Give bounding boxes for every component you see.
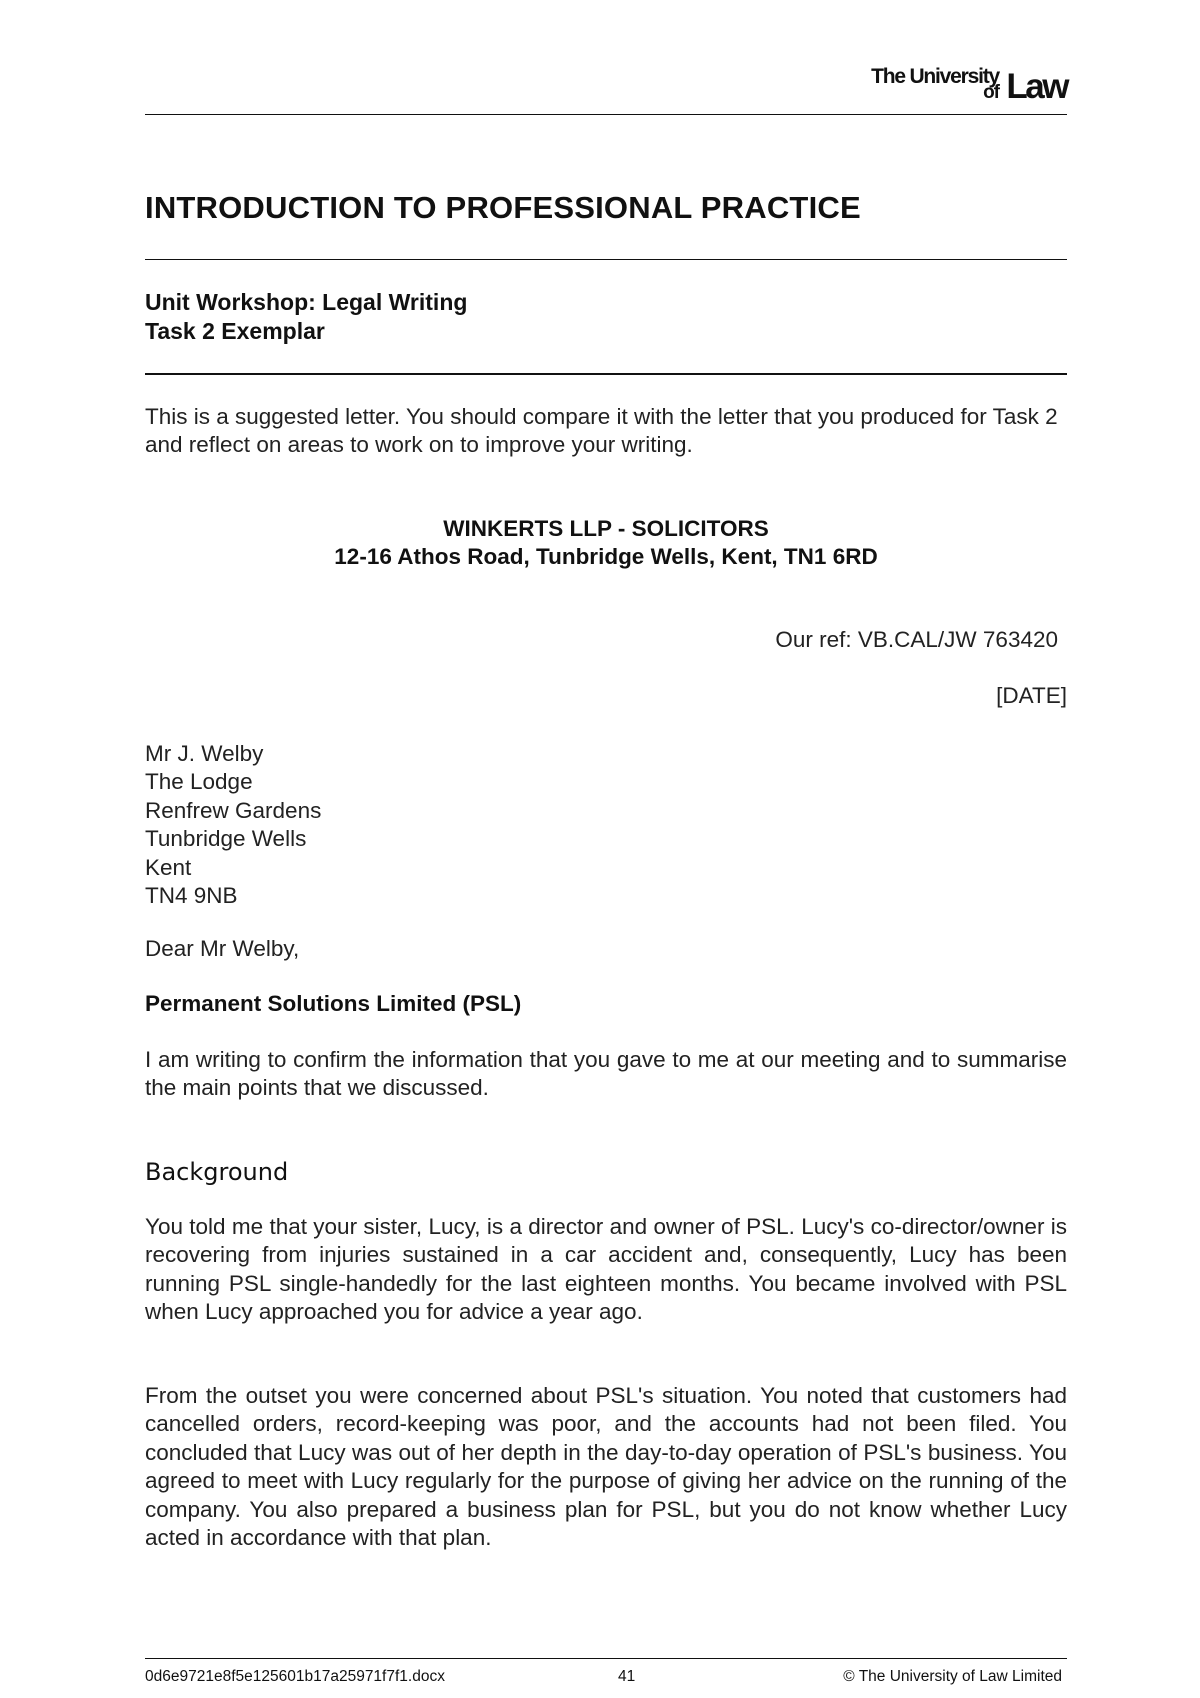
body-paragraph: From the outset you were concerned about PSL's situation. You noted that customers had cancelled orders, record-keeping was poor, and the accounts had not been filed. You concluded that Lucy was out of her depth in the day-to-day operation of PSL's business. You agreed to meet with Lucy regularly for the purpose of giving her advice on the running of the company. You also prepared a business plan for PSL, but you do not know whether Lucy acted in accordance with that plan. bbox=[145, 1383, 1067, 1551]
address-line: Renfrew Gardens bbox=[145, 797, 322, 823]
task-subtitle: Task 2 Exemplar bbox=[145, 318, 325, 344]
title-divider bbox=[145, 259, 1067, 260]
letter-date: [DATE] bbox=[996, 683, 1067, 708]
university-logo bbox=[847, 66, 1067, 106]
logo-line-1: The University bbox=[871, 65, 999, 88]
subject-line: Permanent Solutions Limited (PSL) bbox=[145, 991, 522, 1016]
address-line: Mr J. Welby bbox=[145, 741, 264, 766]
footer-divider bbox=[145, 1658, 1067, 1659]
logo-line-3: Law bbox=[1006, 67, 1067, 106]
recipient-address bbox=[145, 740, 1067, 910]
address-line: The Lodge bbox=[145, 769, 253, 795]
workshop-subtitle: Unit Workshop: Legal Writing bbox=[145, 289, 468, 315]
firm-address: 12-16 Athos Road, Tunbridge Wells, Kent, TN1 6RD bbox=[334, 544, 878, 569]
subtitle-divider bbox=[145, 373, 1067, 375]
opening-paragraph: I am writing to confirm the information that you gave to me at our meeting and to summarise the main points that we discussed. bbox=[145, 1047, 1067, 1101]
logo-line-2: of bbox=[983, 82, 999, 103]
address-line: TN4 9NB bbox=[145, 883, 238, 909]
footer-filename: 0d6e9721e8f5e125601b17a25971f7f1.docx bbox=[145, 1668, 445, 1685]
footer-copyright: © The University of Law Limited bbox=[843, 1668, 1062, 1685]
section-heading: Background bbox=[145, 1158, 289, 1186]
body-paragraph: You told me that your sister, Lucy, is a director and owner of PSL. Lucy's co-director/owner is recovering from injuries sustained in a car accident and, consequently, Lucy has been running PSL single-handedly for the last eighteen months. You became involved with PSL when Lucy approached you for advice a year ago. bbox=[145, 1214, 1067, 1325]
salutation: Dear Mr Welby, bbox=[145, 936, 300, 961]
address-line: Tunbridge Wells bbox=[145, 826, 307, 852]
footer-page-number: 41 bbox=[618, 1668, 636, 1685]
address-line: Kent bbox=[145, 854, 192, 880]
page-title: INTRODUCTION TO PROFESSIONAL PRACTICE bbox=[145, 190, 861, 225]
intro-paragraph: This is a suggested letter. You should compare it with the letter that you produced for Task 2 and reflect on areas to work on to improve your writing. bbox=[145, 404, 1058, 458]
header-divider bbox=[145, 114, 1067, 115]
firm-name: WINKERTS LLP - SOLICITORS bbox=[443, 516, 769, 541]
our-reference: Our ref: VB.CAL/JW 763420 bbox=[775, 627, 1058, 652]
